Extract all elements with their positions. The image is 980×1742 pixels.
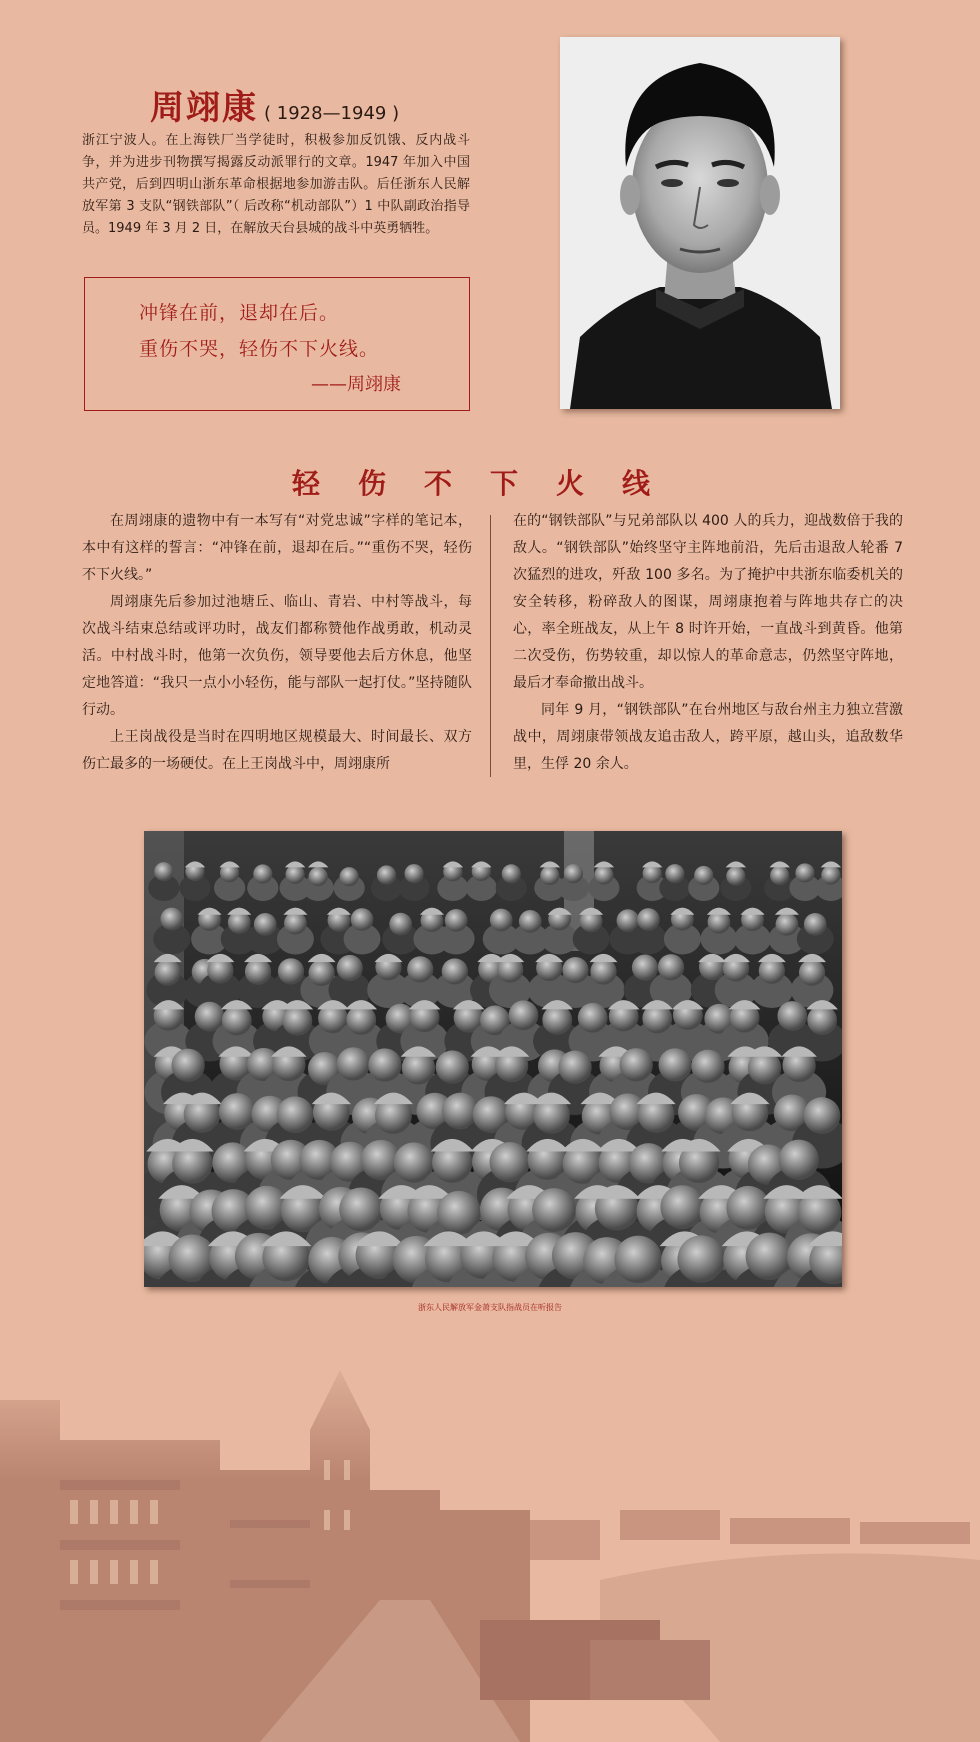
column-divider: [490, 515, 491, 777]
paragraph: 周翊康先后参加过池塘丘、临山、青岩、中村等战斗，每次战斗结束总结或评功时，战友们都称赞他作战勇敢，机动灵活。中村战斗时，他第一次负伤，领导要他去后方休息，他坚定地答道：“我只一点小小轻伤，能与部队一起打仗。”坚持随队行动。: [82, 594, 472, 718]
name-heading: [150, 80, 450, 129]
paragraph: 同年 9 月，“钢铁部队”在台州地区与敌台州主力独立营激战中，周翊康带领战友追击敌人，跨平原，越山头，追敌数华里，生俘 20 余人。: [513, 702, 903, 772]
portrait-photo: [560, 37, 840, 409]
background-cityscape: [0, 1340, 980, 1742]
photo-caption: 浙东人民解放军金萧支队指战员在听报告: [418, 1303, 562, 1312]
paragraph: 在周翊康的遗物中有一本写有“对党忠诚”字样的笔记本，本中有这样的誓言：“冲锋在前，退却在后。”“重伤不哭，轻伤不下火线。”: [82, 513, 472, 583]
quote-line-2: 重伤不哭，轻伤不下火线。: [139, 338, 380, 360]
person-name: 周翊康: [150, 88, 258, 128]
article-right-column: [513, 508, 903, 778]
paragraph: 上王岗战役是当时在四明地区规模最大、时间最长、双方伤亡最多的一场硬仗。在上王岗战斗中，周翊康所: [82, 729, 472, 772]
biography-text: 浙江宁波人。在上海铁厂当学徒时，积极参加反饥饿、反内战斗争，并为进步刊物撰写揭露反动派罪行的文章。1947 年加入中国共产党，后到四明山浙东革命根据地参加游击队。后任浙东人民解放军第 3 支队“钢铁部队”（ 后改称“机动部队”）1 中队副政治指导员。1949 年 3 月 2 日，在解放天台县城的战斗中英勇牺牲。: [82, 133, 470, 236]
quote-signature: ——周翊康: [311, 374, 401, 395]
article-left-column: [82, 508, 472, 778]
quote-line-1: 冲锋在前，退却在后。: [139, 302, 340, 324]
life-years: ( 1928—1949 ): [264, 103, 400, 124]
quote-box: [84, 277, 470, 411]
historical-group-photo: [144, 831, 842, 1287]
section-title: 轻伤不下火线: [291, 467, 688, 500]
paragraph: 在的“钢铁部队”与兄弟部队以 400 人的兵力，迎战数倍于我的敌人。“钢铁部队”始终坚守主阵地前沿，先后击退敌人轮番 7 次猛烈的进攻，歼敌 100 多名。为了掩护中共浙东临委机关的安全转移，粉碎敌人的图谋，周翊康抱着与阵地共存亡的决心，率全班战友，从上午 8 时许开始，一直战斗到黄昏。他第二次受伤，伤势较重，却以惊人的革命意志，仍然坚守阵地，最后才奉命撤出战斗。: [513, 513, 903, 691]
